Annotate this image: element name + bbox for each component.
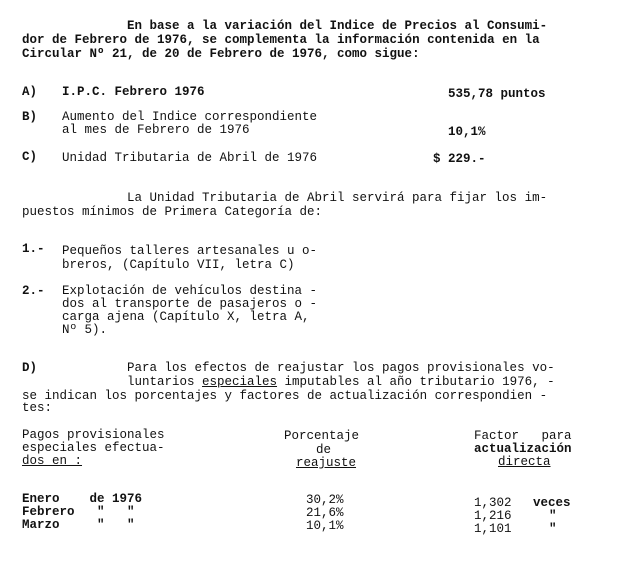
list-2-label: 2.- [22,284,45,298]
item-b-value: 10,1% [448,125,486,139]
table-col2-header-2: de [316,443,332,457]
table-row-2-factor: 1,216 [474,509,512,523]
table-col2-header-1: Porcentaje [284,429,360,443]
section-d-line-2-underlined: especiales [202,375,278,389]
table-row-1-factor: 1,302 [474,496,512,510]
table-row-1-pct: 30,2% [306,493,344,507]
table-col1-header-2: especiales efectua- [22,441,165,455]
para2-line-1: La Unidad Tributaria de Abril servirá para fijar los im- [127,191,548,205]
item-c-value: $ 229.- [433,152,486,166]
table-row-2-pct: 21,6% [306,506,344,520]
table-row-3-pct: 10,1% [306,519,344,533]
item-c-text: Unidad Tributaria de Abril de 1976 [62,151,318,165]
table-row-1-month: Enero de 1976 [22,492,143,506]
intro-line-3: Circular Nº 21, de 20 de Febrero de 1976, como sigue: [22,47,420,61]
intro-line-1: En base a la variación del Indice de Precios al Consumi- [127,19,548,33]
section-d-line-2 [127,376,555,389]
item-b-text-2: al mes de Febrero de 1976 [62,123,250,137]
item-a-value: 535,78 puntos [448,87,546,101]
table-col3-header-3: directa [498,455,551,469]
para2-line-2: puestos mínimos de Primera Categoría de: [22,205,323,219]
list-2-line-1: Explotación de vehículos destina - [62,284,318,298]
list-2-line-2: dos al transporte de pasajeros o - [62,297,318,311]
item-c-label: C) [22,150,38,164]
intro-line-2: dor de Febrero de 1976, se complementa la información contenida en la [22,33,540,47]
list-1-line-2: breros, (Capítulo VII, letra C) [62,258,295,272]
list-1-line-1: Pequeños talleres artesanales u o- [62,244,318,258]
item-b-text-1: Aumento del Indice correspondiente [62,110,318,124]
table-row-3-month: Marzo " " [22,518,135,532]
table-row-3-suffix: " [549,522,557,536]
list-2-line-3: carga ajena (Capítulo X, letra A, [62,310,310,324]
section-d-line-2c: imputables al año tributario 1976, - [277,375,555,389]
section-d-label: D) [22,361,38,375]
table-row-1-suffix: veces [533,496,571,510]
list-1-label: 1.- [22,242,45,256]
table-row-2-suffix: " [549,509,557,523]
section-d-line-1: Para los efectos de reajustar los pagos provisionales vo- [127,361,555,375]
item-b-label: B) [22,110,38,124]
table-col2-header-3: reajuste [296,456,357,470]
table-col1-header-1: Pagos provisionales [22,428,165,442]
section-d-line-3: se indican los porcentajes y factores de actualización correspondien - [22,389,548,403]
item-a-label: A) [22,85,38,99]
section-d-line-4: tes: [22,401,53,415]
table-col3-header-2: actualización [474,442,572,456]
table-col3-header-1: Factor para [474,429,572,443]
item-a-text: I.P.C. Febrero 1976 [62,85,205,99]
table-row-2-month: Febrero " " [22,505,135,519]
table-row-3-factor: 1,101 [474,522,512,536]
list-2-line-4: Nº 5). [62,323,108,337]
table-col1-header-3: dos en : [22,454,83,468]
section-d-line-2a: luntarios [127,375,203,389]
